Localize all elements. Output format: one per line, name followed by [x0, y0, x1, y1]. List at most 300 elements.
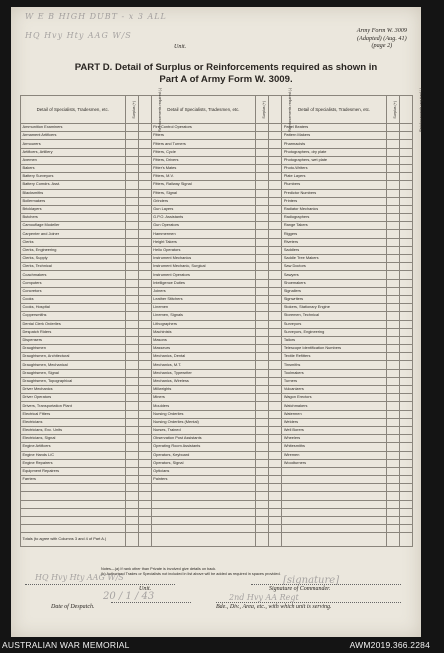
- surplus-cell[interactable]: [386, 287, 399, 295]
- surplus-cell[interactable]: [256, 246, 269, 254]
- surplus-cell[interactable]: [386, 394, 399, 402]
- surplus-cell[interactable]: [386, 132, 399, 140]
- surplus-cell[interactable]: [256, 328, 269, 336]
- surplus-cell[interactable]: [125, 189, 138, 197]
- reinforcement-cell[interactable]: [138, 517, 151, 525]
- surplus-cell[interactable]: [256, 443, 269, 451]
- reinforcement-cell[interactable]: [138, 459, 151, 467]
- reinforcement-cell[interactable]: [399, 443, 412, 451]
- reinforcement-cell[interactable]: [399, 304, 412, 312]
- reinforcement-cell[interactable]: [269, 418, 282, 426]
- surplus-cell[interactable]: [125, 386, 138, 394]
- surplus-cell[interactable]: [125, 525, 138, 533]
- surplus-cell[interactable]: [386, 189, 399, 197]
- reinforcement-cell[interactable]: [138, 508, 151, 516]
- reinforcement-cell[interactable]: [138, 214, 151, 222]
- surplus-cell[interactable]: [386, 164, 399, 172]
- surplus-cell[interactable]: [125, 451, 138, 459]
- surplus-cell[interactable]: [256, 418, 269, 426]
- surplus-cell[interactable]: [256, 124, 269, 132]
- reinforcement-cell[interactable]: [269, 517, 282, 525]
- reinforcement-cell[interactable]: [269, 173, 282, 181]
- reinforcement-cell[interactable]: [138, 410, 151, 418]
- surplus-cell[interactable]: [386, 386, 399, 394]
- reinforcement-cell[interactable]: [138, 271, 151, 279]
- reinforcement-cell[interactable]: [399, 492, 412, 500]
- surplus-cell[interactable]: [125, 279, 138, 287]
- reinforcement-cell[interactable]: [269, 500, 282, 508]
- reinforcement-cell[interactable]: [138, 386, 151, 394]
- surplus-cell[interactable]: [125, 238, 138, 246]
- reinforcement-cell[interactable]: [138, 361, 151, 369]
- surplus-cell[interactable]: [256, 287, 269, 295]
- reinforcement-cell[interactable]: [399, 451, 412, 459]
- surplus-cell[interactable]: [256, 214, 269, 222]
- surplus-cell[interactable]: [386, 435, 399, 443]
- reinforcement-cell[interactable]: [138, 336, 151, 344]
- surplus-cell[interactable]: [386, 230, 399, 238]
- reinforcement-cell[interactable]: [399, 377, 412, 385]
- reinforcement-cell[interactable]: [399, 525, 412, 533]
- reinforcement-cell[interactable]: [138, 369, 151, 377]
- reinforcement-cell[interactable]: [138, 132, 151, 140]
- reinforcement-cell[interactable]: [399, 320, 412, 328]
- surplus-cell[interactable]: [125, 369, 138, 377]
- surplus-cell[interactable]: [256, 484, 269, 492]
- surplus-cell[interactable]: [386, 353, 399, 361]
- surplus-cell[interactable]: [125, 476, 138, 484]
- reinforcement-cell[interactable]: [138, 164, 151, 172]
- surplus-cell[interactable]: [125, 484, 138, 492]
- reinforcement-cell[interactable]: [399, 345, 412, 353]
- surplus-cell[interactable]: [125, 517, 138, 525]
- reinforcement-cell[interactable]: [399, 271, 412, 279]
- reinforcement-cell[interactable]: [399, 205, 412, 213]
- reinforcement-cell[interactable]: [269, 164, 282, 172]
- reinforcement-cell[interactable]: [399, 361, 412, 369]
- surplus-cell[interactable]: [256, 238, 269, 246]
- reinforcement-cell[interactable]: [138, 476, 151, 484]
- surplus-cell[interactable]: [386, 156, 399, 164]
- surplus-cell[interactable]: [125, 205, 138, 213]
- surplus-cell[interactable]: [256, 345, 269, 353]
- surplus-cell[interactable]: [125, 246, 138, 254]
- reinforcement-cell[interactable]: [138, 394, 151, 402]
- reinforcement-cell[interactable]: [399, 189, 412, 197]
- reinforcement-cell[interactable]: [269, 189, 282, 197]
- reinforcement-cell[interactable]: [399, 328, 412, 336]
- reinforcement-cell[interactable]: [138, 255, 151, 263]
- surplus-cell[interactable]: [256, 263, 269, 271]
- surplus-cell[interactable]: [386, 418, 399, 426]
- surplus-cell[interactable]: [386, 508, 399, 516]
- reinforcement-cell[interactable]: [269, 124, 282, 132]
- surplus-cell[interactable]: [125, 156, 138, 164]
- surplus-cell[interactable]: [256, 492, 269, 500]
- reinforcement-cell[interactable]: [399, 312, 412, 320]
- surplus-cell[interactable]: [386, 336, 399, 344]
- surplus-cell[interactable]: [125, 320, 138, 328]
- reinforcement-cell[interactable]: [399, 418, 412, 426]
- surplus-cell[interactable]: [125, 361, 138, 369]
- surplus-cell[interactable]: [386, 525, 399, 533]
- reinforcement-cell[interactable]: [269, 246, 282, 254]
- surplus-cell[interactable]: [256, 459, 269, 467]
- surplus-cell[interactable]: [125, 230, 138, 238]
- reinforcement-cell[interactable]: [399, 353, 412, 361]
- reinforcement-cell[interactable]: [269, 263, 282, 271]
- reinforcement-cell[interactable]: [399, 426, 412, 434]
- surplus-cell[interactable]: [256, 410, 269, 418]
- surplus-cell[interactable]: [125, 459, 138, 467]
- reinforcement-cell[interactable]: [269, 353, 282, 361]
- reinforcement-cell[interactable]: [138, 287, 151, 295]
- reinforcement-cell[interactable]: [269, 484, 282, 492]
- surplus-cell[interactable]: [386, 271, 399, 279]
- reinforcement-cell[interactable]: [269, 467, 282, 475]
- surplus-cell[interactable]: [386, 222, 399, 230]
- surplus-cell[interactable]: [386, 205, 399, 213]
- surplus-cell[interactable]: [386, 345, 399, 353]
- reinforcement-cell[interactable]: [138, 492, 151, 500]
- reinforcement-cell[interactable]: [399, 508, 412, 516]
- surplus-cell[interactable]: [256, 476, 269, 484]
- reinforcement-cell[interactable]: [138, 279, 151, 287]
- surplus-cell[interactable]: [386, 377, 399, 385]
- reinforcement-cell[interactable]: [399, 336, 412, 344]
- surplus-cell[interactable]: [125, 410, 138, 418]
- surplus-cell[interactable]: [125, 467, 138, 475]
- reinforcement-cell[interactable]: [138, 484, 151, 492]
- surplus-cell[interactable]: [256, 467, 269, 475]
- surplus-cell[interactable]: [386, 484, 399, 492]
- surplus-cell[interactable]: [256, 336, 269, 344]
- surplus-cell[interactable]: [256, 402, 269, 410]
- reinforcement-cell[interactable]: [269, 492, 282, 500]
- reinforcement-cell[interactable]: [138, 230, 151, 238]
- reinforcement-cell[interactable]: [269, 345, 282, 353]
- surplus-cell[interactable]: [125, 132, 138, 140]
- surplus-cell[interactable]: [125, 328, 138, 336]
- surplus-cell[interactable]: [386, 279, 399, 287]
- reinforcement-cell[interactable]: [138, 189, 151, 197]
- surplus-cell[interactable]: [256, 173, 269, 181]
- reinforcement-cell[interactable]: [399, 156, 412, 164]
- reinforcement-cell[interactable]: [399, 410, 412, 418]
- surplus-cell[interactable]: [386, 197, 399, 205]
- reinforcement-cell[interactable]: [138, 426, 151, 434]
- surplus-cell[interactable]: [386, 426, 399, 434]
- reinforcement-cell[interactable]: [138, 328, 151, 336]
- surplus-cell[interactable]: [386, 295, 399, 303]
- reinforcement-cell[interactable]: [269, 369, 282, 377]
- surplus-cell[interactable]: [125, 148, 138, 156]
- reinforcement-cell[interactable]: [138, 124, 151, 132]
- totals-surplus-cell[interactable]: [386, 533, 399, 547]
- surplus-cell[interactable]: [125, 353, 138, 361]
- totals-surplus-cell[interactable]: [256, 533, 269, 547]
- surplus-cell[interactable]: [256, 312, 269, 320]
- reinforcement-cell[interactable]: [269, 451, 282, 459]
- reinforcement-cell[interactable]: [399, 279, 412, 287]
- surplus-cell[interactable]: [386, 255, 399, 263]
- reinforcement-cell[interactable]: [138, 443, 151, 451]
- reinforcement-cell[interactable]: [399, 459, 412, 467]
- surplus-cell[interactable]: [256, 164, 269, 172]
- reinforcement-cell[interactable]: [399, 467, 412, 475]
- reinforcement-cell[interactable]: [399, 181, 412, 189]
- surplus-cell[interactable]: [125, 173, 138, 181]
- surplus-cell[interactable]: [386, 361, 399, 369]
- surplus-cell[interactable]: [386, 459, 399, 467]
- surplus-cell[interactable]: [125, 426, 138, 434]
- reinforcement-cell[interactable]: [269, 525, 282, 533]
- reinforcement-cell[interactable]: [399, 148, 412, 156]
- surplus-cell[interactable]: [386, 312, 399, 320]
- surplus-cell[interactable]: [125, 394, 138, 402]
- reinforcement-cell[interactable]: [399, 369, 412, 377]
- reinforcement-cell[interactable]: [138, 525, 151, 533]
- reinforcement-cell[interactable]: [399, 230, 412, 238]
- surplus-cell[interactable]: [386, 402, 399, 410]
- surplus-cell[interactable]: [256, 197, 269, 205]
- reinforcement-cell[interactable]: [138, 345, 151, 353]
- reinforcement-cell[interactable]: [269, 394, 282, 402]
- surplus-cell[interactable]: [125, 164, 138, 172]
- reinforcement-cell[interactable]: [138, 377, 151, 385]
- reinforcement-cell[interactable]: [269, 214, 282, 222]
- reinforcement-cell[interactable]: [269, 230, 282, 238]
- surplus-cell[interactable]: [256, 271, 269, 279]
- surplus-cell[interactable]: [256, 320, 269, 328]
- reinforcement-cell[interactable]: [269, 181, 282, 189]
- reinforcement-cell[interactable]: [399, 500, 412, 508]
- surplus-cell[interactable]: [386, 517, 399, 525]
- reinforcement-cell[interactable]: [138, 451, 151, 459]
- reinforcement-cell[interactable]: [399, 476, 412, 484]
- reinforcement-cell[interactable]: [269, 435, 282, 443]
- surplus-cell[interactable]: [386, 140, 399, 148]
- surplus-cell[interactable]: [256, 369, 269, 377]
- reinforcement-cell[interactable]: [399, 222, 412, 230]
- reinforcement-cell[interactable]: [399, 246, 412, 254]
- surplus-cell[interactable]: [125, 500, 138, 508]
- surplus-cell[interactable]: [256, 295, 269, 303]
- reinforcement-cell[interactable]: [138, 402, 151, 410]
- surplus-cell[interactable]: [256, 451, 269, 459]
- reinforcement-cell[interactable]: [269, 459, 282, 467]
- surplus-cell[interactable]: [386, 181, 399, 189]
- reinforcement-cell[interactable]: [269, 410, 282, 418]
- reinforcement-cell[interactable]: [138, 435, 151, 443]
- surplus-cell[interactable]: [386, 263, 399, 271]
- reinforcement-cell[interactable]: [399, 435, 412, 443]
- surplus-cell[interactable]: [386, 238, 399, 246]
- surplus-cell[interactable]: [256, 394, 269, 402]
- surplus-cell[interactable]: [125, 312, 138, 320]
- reinforcement-cell[interactable]: [399, 124, 412, 132]
- surplus-cell[interactable]: [125, 271, 138, 279]
- reinforcement-cell[interactable]: [269, 508, 282, 516]
- reinforcement-cell[interactable]: [269, 238, 282, 246]
- surplus-cell[interactable]: [125, 140, 138, 148]
- surplus-cell[interactable]: [125, 402, 138, 410]
- surplus-cell[interactable]: [125, 181, 138, 189]
- reinforcement-cell[interactable]: [269, 255, 282, 263]
- surplus-cell[interactable]: [125, 508, 138, 516]
- reinforcement-cell[interactable]: [269, 402, 282, 410]
- reinforcement-cell[interactable]: [138, 181, 151, 189]
- totals-surplus-cell[interactable]: [125, 533, 138, 547]
- reinforcement-cell[interactable]: [138, 238, 151, 246]
- surplus-cell[interactable]: [386, 410, 399, 418]
- surplus-cell[interactable]: [386, 476, 399, 484]
- surplus-cell[interactable]: [125, 377, 138, 385]
- reinforcement-cell[interactable]: [399, 263, 412, 271]
- surplus-cell[interactable]: [256, 181, 269, 189]
- reinforcement-cell[interactable]: [269, 312, 282, 320]
- surplus-cell[interactable]: [386, 467, 399, 475]
- surplus-cell[interactable]: [256, 426, 269, 434]
- reinforcement-cell[interactable]: [269, 361, 282, 369]
- reinforcement-cell[interactable]: [269, 132, 282, 140]
- reinforcement-cell[interactable]: [269, 377, 282, 385]
- surplus-cell[interactable]: [125, 418, 138, 426]
- reinforcement-cell[interactable]: [399, 484, 412, 492]
- reinforcement-cell[interactable]: [138, 156, 151, 164]
- reinforcement-cell[interactable]: [399, 394, 412, 402]
- surplus-cell[interactable]: [386, 246, 399, 254]
- surplus-cell[interactable]: [125, 492, 138, 500]
- surplus-cell[interactable]: [125, 336, 138, 344]
- reinforcement-cell[interactable]: [269, 205, 282, 213]
- surplus-cell[interactable]: [125, 287, 138, 295]
- surplus-cell[interactable]: [386, 500, 399, 508]
- reinforcement-cell[interactable]: [399, 197, 412, 205]
- surplus-cell[interactable]: [125, 435, 138, 443]
- surplus-cell[interactable]: [256, 386, 269, 394]
- surplus-cell[interactable]: [125, 124, 138, 132]
- surplus-cell[interactable]: [386, 304, 399, 312]
- reinforcement-cell[interactable]: [269, 156, 282, 164]
- totals-reinforcement-cell[interactable]: [138, 533, 151, 547]
- reinforcement-cell[interactable]: [399, 214, 412, 222]
- surplus-cell[interactable]: [256, 140, 269, 148]
- reinforcement-cell[interactable]: [269, 336, 282, 344]
- surplus-cell[interactable]: [125, 345, 138, 353]
- surplus-cell[interactable]: [256, 508, 269, 516]
- reinforcement-cell[interactable]: [138, 263, 151, 271]
- surplus-cell[interactable]: [256, 304, 269, 312]
- surplus-cell[interactable]: [125, 295, 138, 303]
- reinforcement-cell[interactable]: [269, 426, 282, 434]
- reinforcement-cell[interactable]: [399, 287, 412, 295]
- reinforcement-cell[interactable]: [399, 238, 412, 246]
- surplus-cell[interactable]: [256, 132, 269, 140]
- reinforcement-cell[interactable]: [269, 304, 282, 312]
- reinforcement-cell[interactable]: [138, 312, 151, 320]
- reinforcement-cell[interactable]: [138, 320, 151, 328]
- reinforcement-cell[interactable]: [269, 197, 282, 205]
- surplus-cell[interactable]: [386, 328, 399, 336]
- surplus-cell[interactable]: [256, 279, 269, 287]
- reinforcement-cell[interactable]: [269, 320, 282, 328]
- reinforcement-cell[interactable]: [138, 418, 151, 426]
- reinforcement-cell[interactable]: [269, 140, 282, 148]
- reinforcement-cell[interactable]: [138, 222, 151, 230]
- reinforcement-cell[interactable]: [138, 246, 151, 254]
- surplus-cell[interactable]: [256, 377, 269, 385]
- reinforcement-cell[interactable]: [399, 140, 412, 148]
- reinforcement-cell[interactable]: [399, 255, 412, 263]
- reinforcement-cell[interactable]: [269, 295, 282, 303]
- reinforcement-cell[interactable]: [269, 148, 282, 156]
- reinforcement-cell[interactable]: [138, 467, 151, 475]
- surplus-cell[interactable]: [386, 124, 399, 132]
- surplus-cell[interactable]: [256, 205, 269, 213]
- surplus-cell[interactable]: [125, 222, 138, 230]
- reinforcement-cell[interactable]: [399, 295, 412, 303]
- surplus-cell[interactable]: [125, 255, 138, 263]
- reinforcement-cell[interactable]: [399, 517, 412, 525]
- reinforcement-cell[interactable]: [138, 500, 151, 508]
- reinforcement-cell[interactable]: [138, 140, 151, 148]
- surplus-cell[interactable]: [386, 214, 399, 222]
- surplus-cell[interactable]: [256, 148, 269, 156]
- surplus-cell[interactable]: [386, 443, 399, 451]
- reinforcement-cell[interactable]: [269, 476, 282, 484]
- reinforcement-cell[interactable]: [269, 222, 282, 230]
- reinforcement-cell[interactable]: [138, 295, 151, 303]
- surplus-cell[interactable]: [386, 148, 399, 156]
- totals-reinforcement-cell[interactable]: [269, 533, 282, 547]
- reinforcement-cell[interactable]: [269, 287, 282, 295]
- surplus-cell[interactable]: [256, 361, 269, 369]
- surplus-cell[interactable]: [256, 525, 269, 533]
- reinforcement-cell[interactable]: [399, 402, 412, 410]
- reinforcement-cell[interactable]: [399, 164, 412, 172]
- surplus-cell[interactable]: [256, 255, 269, 263]
- surplus-cell[interactable]: [125, 263, 138, 271]
- reinforcement-cell[interactable]: [138, 173, 151, 181]
- reinforcement-cell[interactable]: [138, 205, 151, 213]
- totals-reinforcement-cell[interactable]: [399, 533, 412, 547]
- reinforcement-cell[interactable]: [269, 279, 282, 287]
- reinforcement-cell[interactable]: [269, 271, 282, 279]
- surplus-cell[interactable]: [256, 517, 269, 525]
- reinforcement-cell[interactable]: [138, 197, 151, 205]
- surplus-cell[interactable]: [386, 492, 399, 500]
- reinforcement-cell[interactable]: [138, 304, 151, 312]
- reinforcement-cell[interactable]: [269, 328, 282, 336]
- surplus-cell[interactable]: [125, 443, 138, 451]
- surplus-cell[interactable]: [256, 189, 269, 197]
- surplus-cell[interactable]: [256, 500, 269, 508]
- reinforcement-cell[interactable]: [399, 173, 412, 181]
- surplus-cell[interactable]: [256, 435, 269, 443]
- surplus-cell[interactable]: [386, 451, 399, 459]
- surplus-cell[interactable]: [386, 369, 399, 377]
- reinforcement-cell[interactable]: [138, 353, 151, 361]
- surplus-cell[interactable]: [386, 173, 399, 181]
- surplus-cell[interactable]: [125, 304, 138, 312]
- surplus-cell[interactable]: [386, 320, 399, 328]
- reinforcement-cell[interactable]: [399, 386, 412, 394]
- reinforcement-cell[interactable]: [269, 443, 282, 451]
- surplus-cell[interactable]: [125, 197, 138, 205]
- reinforcement-cell[interactable]: [138, 148, 151, 156]
- surplus-cell[interactable]: [125, 214, 138, 222]
